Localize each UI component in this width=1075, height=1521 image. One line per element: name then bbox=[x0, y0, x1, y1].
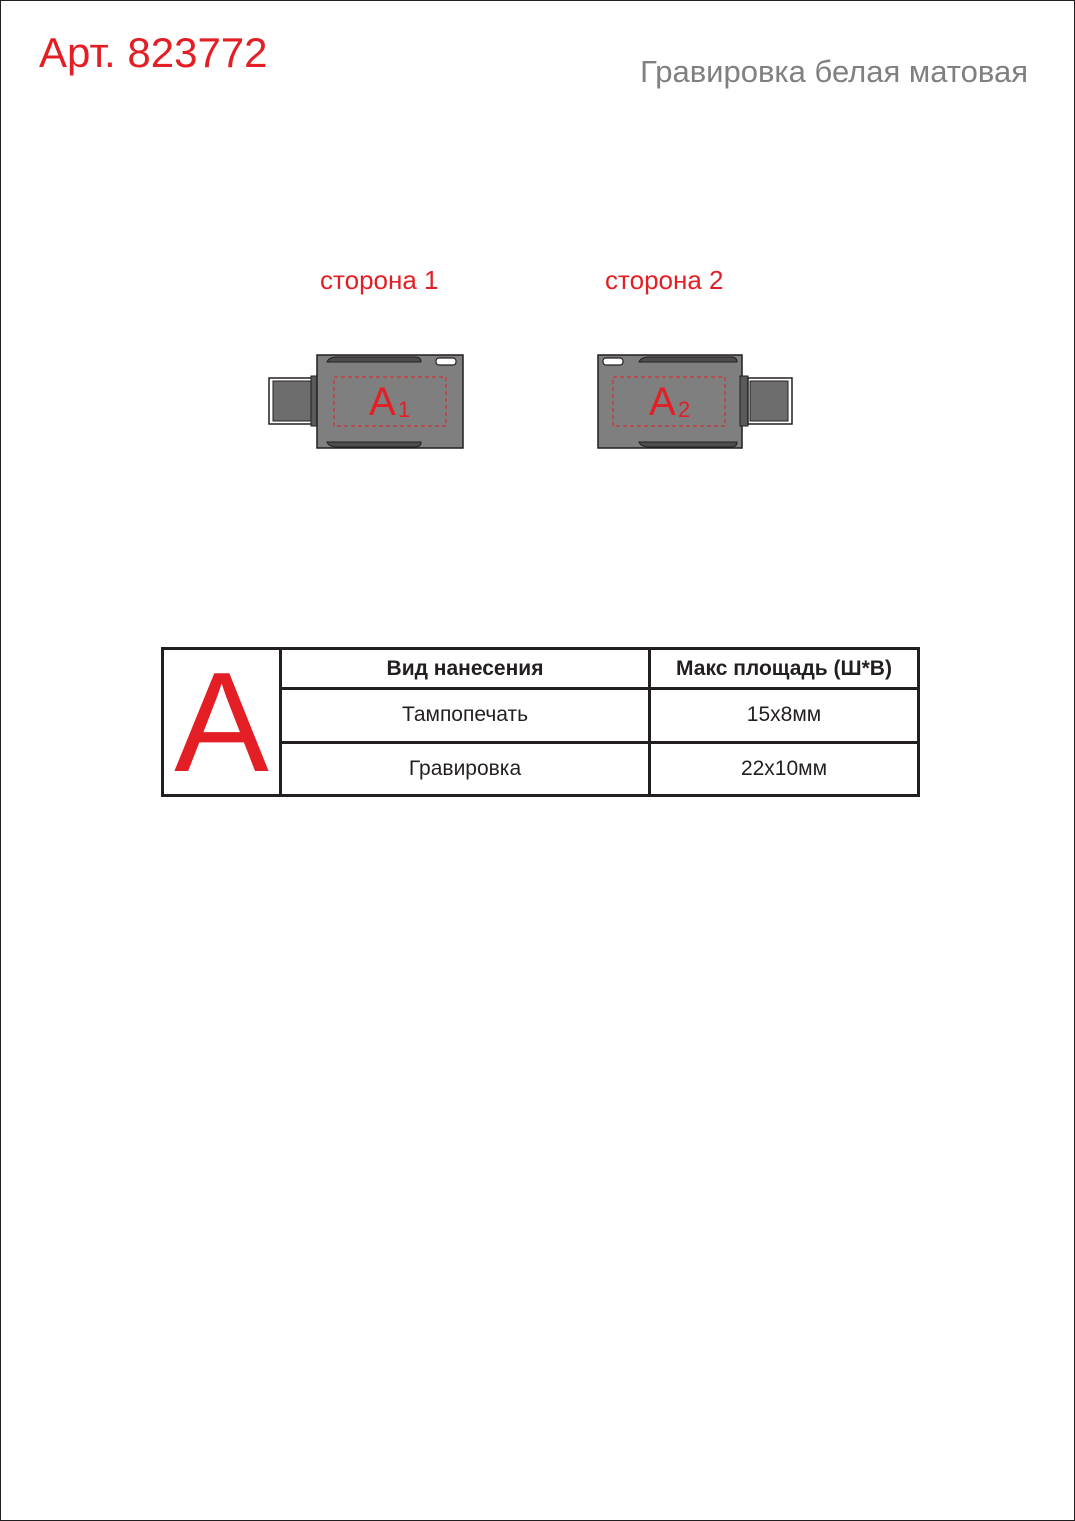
application-method-title: Гравировка белая матовая bbox=[640, 54, 1028, 89]
method-cell: Тампопечать bbox=[281, 689, 650, 742]
column-header-max-area: Макс площадь (Ш*В) bbox=[650, 649, 919, 689]
print-area-index: 1 bbox=[398, 397, 411, 422]
drive-body bbox=[598, 355, 742, 448]
print-area-index: 2 bbox=[678, 397, 691, 422]
keyring-slot-icon bbox=[436, 358, 456, 365]
side-1-label: сторона 1 bbox=[320, 265, 439, 295]
max-area-cell: 22х10мм bbox=[650, 742, 919, 795]
max-area-cell: 15х8мм bbox=[650, 689, 919, 742]
usb-connector bbox=[269, 376, 319, 426]
area-letter-cell bbox=[163, 643, 281, 802]
print-area-letter: A bbox=[369, 380, 396, 424]
column-header-method: Вид нанесения bbox=[281, 649, 650, 689]
keyring-slot-icon bbox=[603, 358, 623, 365]
drive-body bbox=[317, 355, 463, 448]
usb-connector bbox=[740, 376, 792, 426]
print-methods-table bbox=[161, 643, 920, 802]
side-2-label: сторона 2 bbox=[605, 265, 724, 295]
area-letter: А bbox=[174, 643, 269, 802]
print-area-letter: A bbox=[649, 380, 676, 424]
method-cell: Гравировка bbox=[281, 742, 650, 795]
article-number: Арт. 823772 bbox=[39, 29, 268, 76]
usb-flash-drive-side-2 bbox=[597, 350, 1075, 460]
